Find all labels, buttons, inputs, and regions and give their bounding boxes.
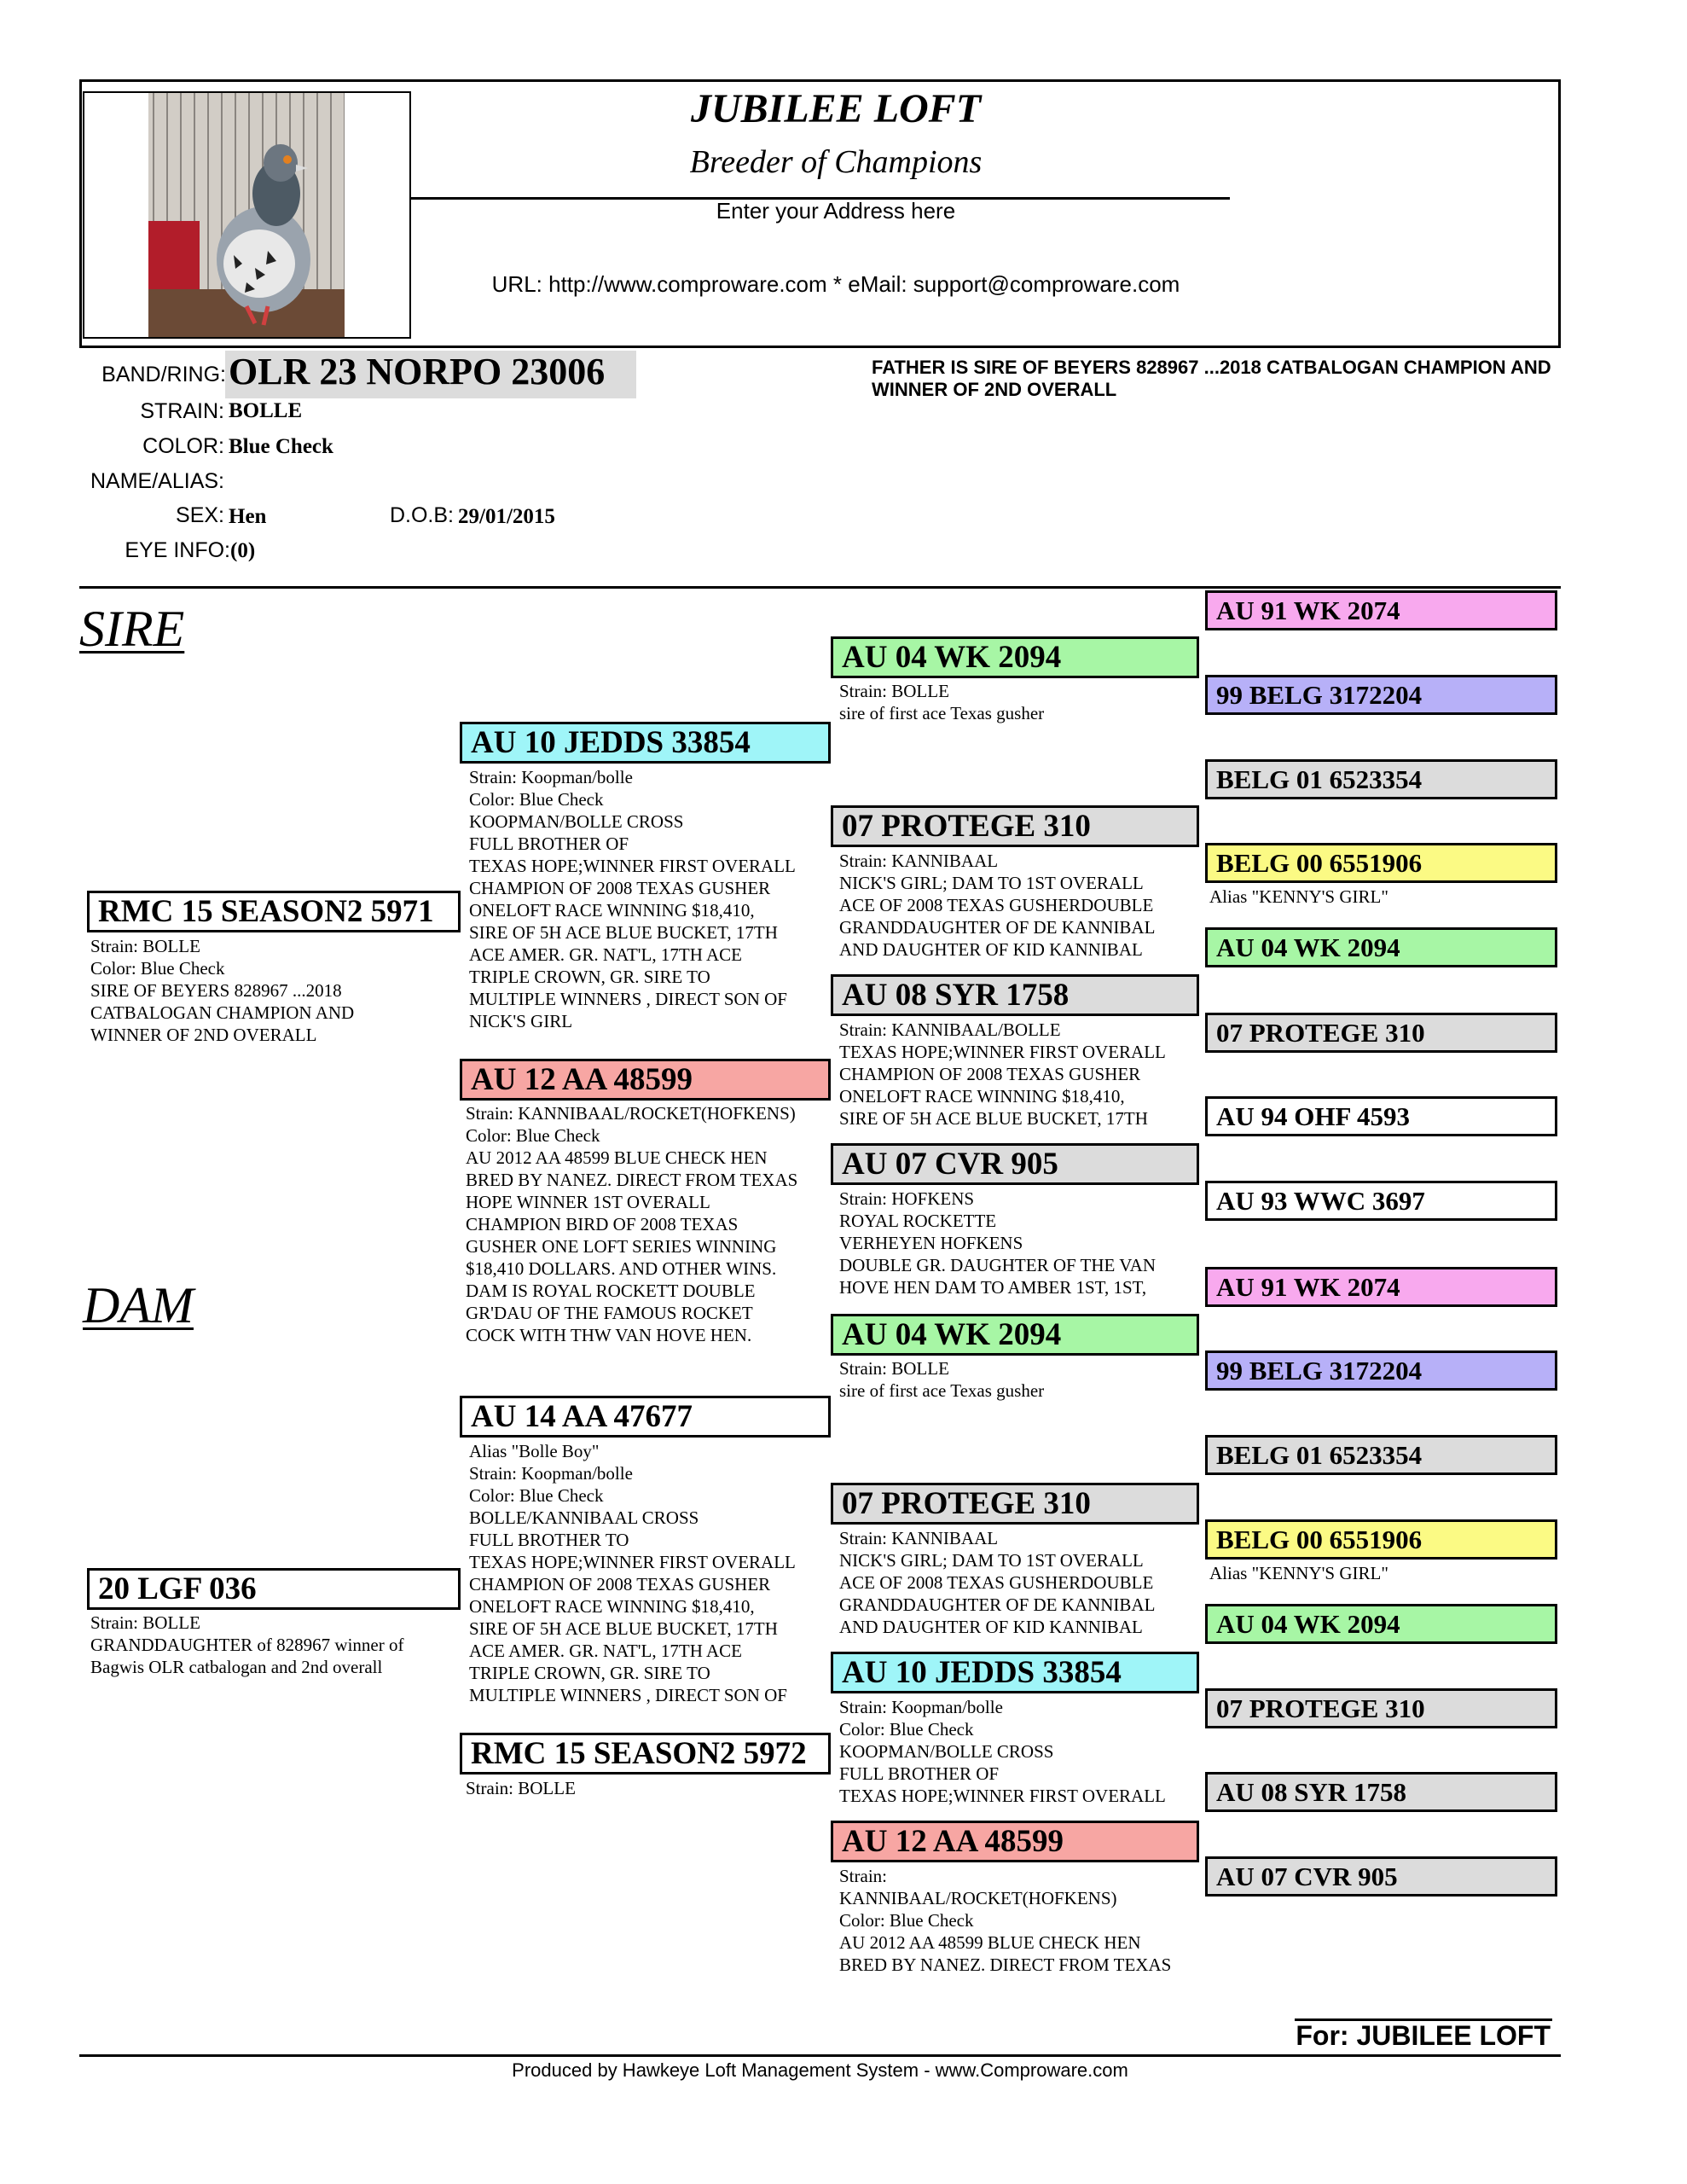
eye-label: EYE INFO:	[125, 538, 230, 562]
gen4-band-4[interactable]: BELG 00 6551906	[1205, 843, 1557, 883]
dob-value: 29/01/2015	[458, 505, 555, 528]
gen4-band-7[interactable]: AU 94 OHF 4593	[1205, 1096, 1557, 1136]
band-value: OLR 23 NORPO 23006	[229, 351, 606, 392]
band-label: BAND/RING:	[101, 363, 226, 386]
strain-label: STRAIN:	[140, 399, 224, 423]
gen3-details-4: Strain: HOFKENS ROYAL ROCKETTE VERHEYEN HOFKENS DOUBLE GR. DAUGHTER OF THE VAN HOVE HEN DAM TO AMBER 1ST, 1ST,	[839, 1188, 1157, 1298]
gen3-details-3: Strain: KANNIBAAL/BOLLE TEXAS HOPE;WINNER FIRST OVERALL CHAMPION OF 2008 TEXAS GUSHER ONELOFT RACE WINNING $18,410, SIRE OF 5H ACE BLUE BUCKET, 17TH	[839, 1019, 1166, 1129]
for-owner: For: JUBILEE LOFT	[1296, 2020, 1551, 2051]
sire-sire-details: Strain: Koopman/bolle Color: Blue Check KOOPMAN/BOLLE CROSS FULL BROTHER OF TEXAS HOPE;WINNER FIRST OVERALL CHAMPION OF 2008 TEXAS GUSHER ONELOFT RACE WINNING $18,410, SIRE OF 5H ACE BLUE BUCKET, 17TH ACE AMER. GR. NAT'L, 17TH ACE TRIPLE CROWN, GR. SIRE TO MULTIPLE WINNERS , DIRECT SON OF NICK'S GIRL	[469, 767, 796, 1031]
dam-sire-band[interactable]: AU 14 AA 47677	[460, 1396, 831, 1438]
sex-value: Hen	[229, 505, 267, 528]
loft-tagline: Breeder of Champions	[689, 144, 983, 180]
gen4-band-16[interactable]: AU 07 CVR 905	[1205, 1856, 1557, 1896]
gen3-details-2: Strain: KANNIBAAL NICK'S GIRL; DAM TO 1ST OVERALL ACE OF 2008 TEXAS GUSHERDOUBLE GRANDDAUGHTER OF DE KANNIBAL AND DAUGHTER OF KID KANNIBAL	[839, 851, 1156, 960]
produced-by: Produced by Hawkeye Loft Management System - www.Comproware.com	[512, 2059, 1128, 2081]
gen4-band-5[interactable]: AU 04 WK 2094	[1205, 927, 1557, 967]
gen4-band-12[interactable]: BELG 00 6551906	[1205, 1519, 1557, 1560]
gen4-band-9[interactable]: AU 91 WK 2074	[1205, 1267, 1557, 1307]
bird-photo	[84, 93, 409, 337]
gen3-details-5: Strain: BOLLE sire of first ace Texas gusher	[839, 1358, 1045, 1401]
gen3-details-6: Strain: KANNIBAAL NICK'S GIRL; DAM TO 1ST OVERALL ACE OF 2008 TEXAS GUSHERDOUBLE GRANDDAUGHTER OF DE KANNIBAL AND DAUGHTER OF KID KANNIBAL	[839, 1528, 1156, 1637]
gen3-band-2[interactable]: 07 PROTEGE 310	[831, 805, 1199, 847]
loft-name: JUBILEE LOFT	[690, 86, 982, 131]
dam-details: Strain: BOLLE GRANDDAUGHTER of 828967 winner of Bagwis OLR catbalogan and 2nd overall	[90, 1612, 404, 1677]
gen4-band-6[interactable]: 07 PROTEGE 310	[1205, 1013, 1557, 1053]
sex-label: SEX:	[176, 503, 224, 527]
sire-sire-band[interactable]: AU 10 JEDDS 33854	[460, 722, 831, 764]
sire-details: Strain: BOLLE Color: Blue Check SIRE OF BEYERS 828967 ...2018 CATBALOGAN CHAMPION AND WINNER OF 2ND OVERALL	[90, 936, 355, 1045]
gen4-band-3[interactable]: BELG 01 6523354	[1205, 759, 1557, 799]
eye-value: (0)	[230, 539, 256, 562]
gen3-details-7: Strain: Koopman/bolle Color: Blue Check KOOPMAN/BOLLE CROSS FULL BROTHER OF TEXAS HOPE;WINNER FIRST OVERALL	[839, 1697, 1166, 1806]
color-value: Blue Check	[229, 435, 333, 458]
gen4-alias-12: Alias "KENNY'S GIRL"	[1209, 1563, 1388, 1583]
footer-divider	[79, 2054, 1561, 2057]
gen3-details-1: Strain: BOLLE sire of first ace Texas gusher	[839, 681, 1045, 723]
gen4-alias-4: Alias "KENNY'S GIRL"	[1209, 886, 1388, 907]
sire-band[interactable]: RMC 15 SEASON2 5971	[87, 891, 461, 932]
dam-band[interactable]: 20 LGF 036	[87, 1568, 461, 1610]
loft-contact: URL: http://www.comproware.com * eMail: support@comproware.com	[491, 271, 1180, 297]
gen4-band-11[interactable]: BELG 01 6523354	[1205, 1435, 1557, 1475]
dam-sire-details: Alias "Bolle Boy" Strain: Koopman/bolle Color: Blue Check BOLLE/KANNIBAAL CROSS FULL BROTHER TO TEXAS HOPE;WINNER FIRST OVERALL CHAMPION OF 2008 TEXAS GUSHER ONELOFT RACE WINNING $18,410, SIRE OF 5H ACE BLUE BUCKET, 17TH ACE AMER. GR. NAT'L, 17TH ACE TRIPLE CROWN, GR. SIRE TO MULTIPLE WINNERS , DIRECT SON OF	[469, 1441, 796, 1705]
sire-heading: SIRE	[79, 601, 185, 657]
gen4-band-8[interactable]: AU 93 WWC 3697	[1205, 1181, 1557, 1221]
gen4-band-2[interactable]: 99 BELG 3172204	[1205, 675, 1557, 715]
name-label: NAME/ALIAS:	[90, 469, 224, 493]
gen3-band-8[interactable]: AU 12 AA 48599	[831, 1821, 1199, 1862]
loft-address: Enter your Address here	[716, 198, 956, 224]
dam-dam-band[interactable]: RMC 15 SEASON2 5972	[460, 1733, 831, 1774]
gen3-details-8: Strain: KANNIBAAL/ROCKET(HOFKENS) Color: Blue Check AU 2012 AA 48599 BLUE CHECK HEN BRED BY NANEZ. DIRECT FROM TEXAS	[839, 1866, 1172, 1975]
dam-heading: DAM	[83, 1277, 194, 1333]
bird-photo-frame	[83, 91, 411, 339]
gen4-band-10[interactable]: 99 BELG 3172204	[1205, 1350, 1557, 1391]
father-note: FATHER IS SIRE OF BEYERS 828967 ...2018 CATBALOGAN CHAMPION AND WINNER OF 2ND OVERALL	[872, 357, 1551, 400]
gen4-band-13[interactable]: AU 04 WK 2094	[1205, 1604, 1557, 1644]
gen3-band-3[interactable]: AU 08 SYR 1758	[831, 974, 1199, 1016]
sire-dam-details: Strain: KANNIBAAL/ROCKET(HOFKENS) Color: Blue Check AU 2012 AA 48599 BLUE CHECK HEN BRED BY NANEZ. DIRECT FROM TEXAS HOPE WINNER 1ST OVERALL CHAMPION BIRD OF 2008 TEXAS GUSHER ONE LOFT SERIES WINNING $18,410 DOLLARS. AND OTHER WINS. DAM IS ROYAL ROCKETT DOUBLE GR'DAU OF THE FAMOUS ROCKET COCK WITH THW VAN HOVE HEN.	[466, 1103, 798, 1345]
gen4-band-15[interactable]: AU 08 SYR 1758	[1205, 1772, 1557, 1812]
dob-label: D.O.B:	[389, 503, 454, 527]
gen3-band-5[interactable]: AU 04 WK 2094	[831, 1314, 1199, 1356]
gen3-band-4[interactable]: AU 07 CVR 905	[831, 1143, 1199, 1185]
info-divider	[79, 586, 1561, 589]
sire-dam-band[interactable]: AU 12 AA 48599	[460, 1059, 831, 1101]
gen3-band-6[interactable]: 07 PROTEGE 310	[831, 1483, 1199, 1525]
gen3-band-1[interactable]: AU 04 WK 2094	[831, 636, 1199, 678]
strain-value: BOLLE	[229, 399, 303, 422]
gen4-band-14[interactable]: 07 PROTEGE 310	[1205, 1688, 1557, 1728]
gen3-band-7[interactable]: AU 10 JEDDS 33854	[831, 1652, 1199, 1693]
color-label: COLOR:	[142, 434, 224, 458]
dam-dam-details: Strain: BOLLE	[466, 1778, 576, 1798]
gen4-band-1[interactable]: AU 91 WK 2074	[1205, 590, 1557, 630]
